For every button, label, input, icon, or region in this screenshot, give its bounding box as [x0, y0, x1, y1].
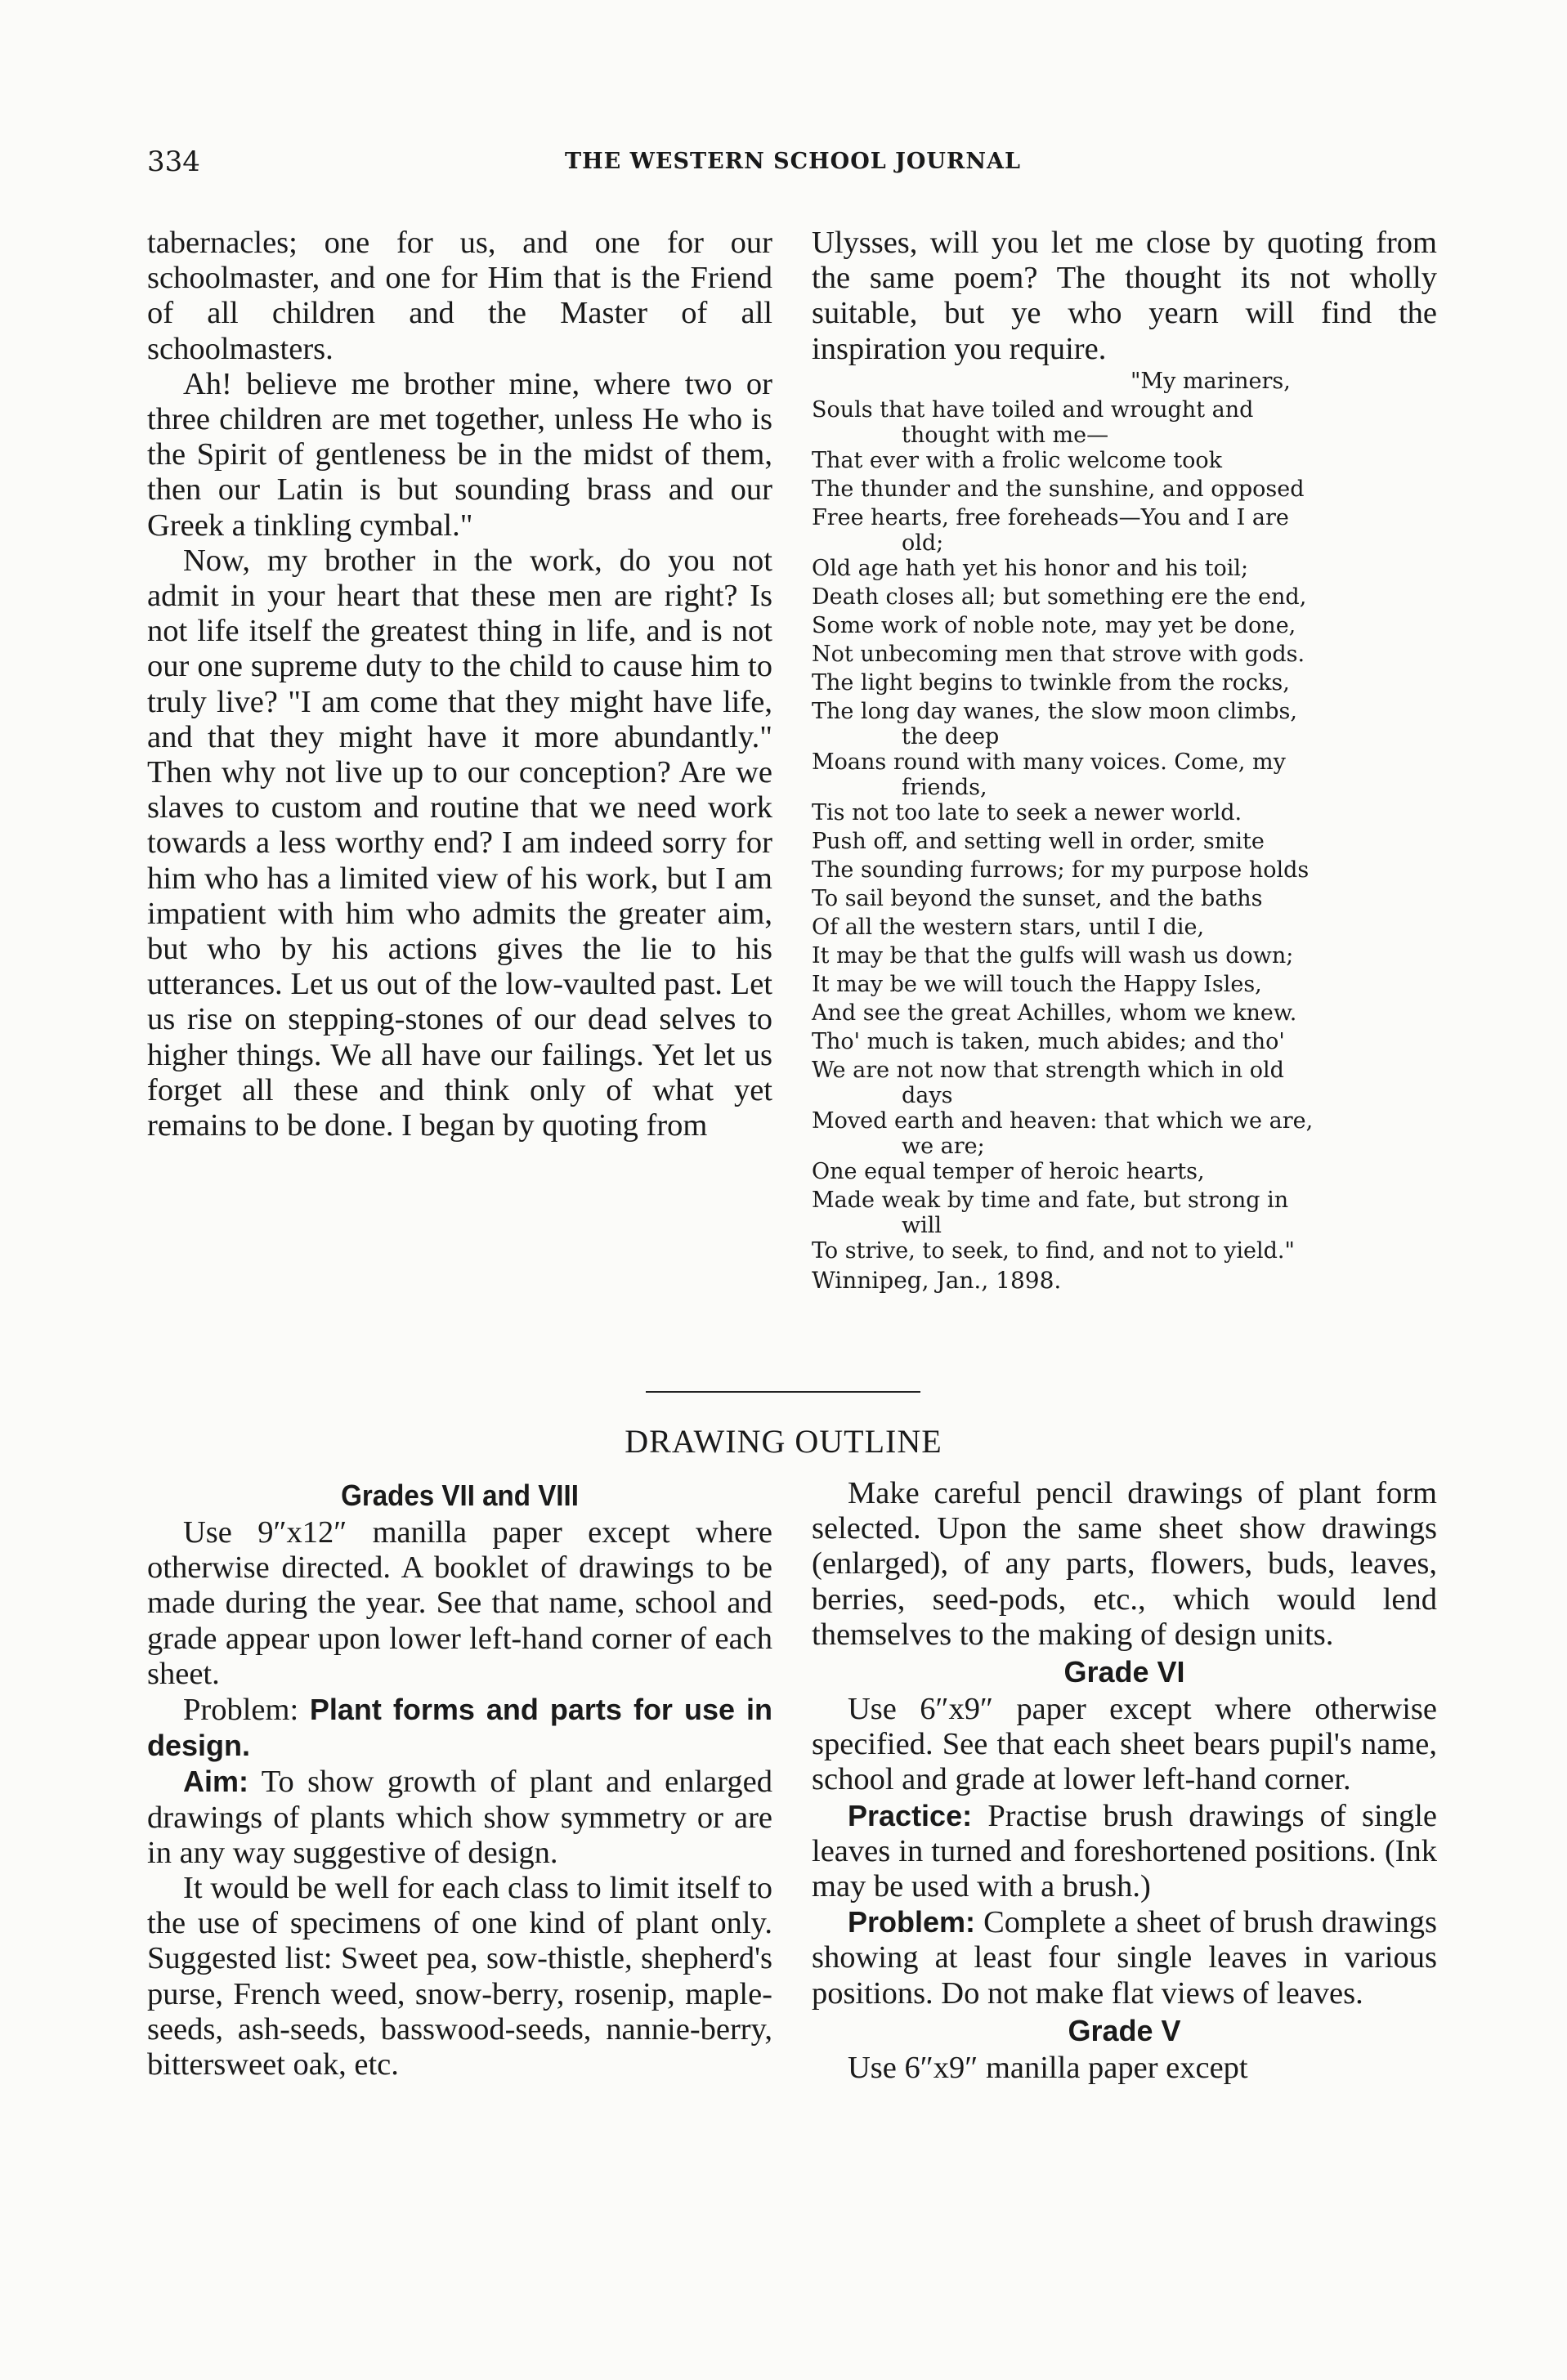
poem-line: One equal temper of heroic hearts, [812, 1158, 1205, 1184]
section-divider [646, 1391, 920, 1393]
page-header [147, 145, 1439, 186]
poem-line: Old age hath yet his honor and his toil; [812, 555, 1249, 581]
poem-line: old; [902, 530, 944, 556]
poem-line: The sounding furrows; for my purpose holds [812, 857, 1310, 883]
poem-line: To strive, to seek, to find, and not to yield." [812, 1237, 1295, 1264]
poem-line: Moved earth and heaven: that which we are, [812, 1107, 1314, 1134]
aim-label: Aim: [183, 1765, 248, 1799]
paragraph [812, 1904, 1437, 2011]
poem-line: Free hearts, free foreheads—You and I are [812, 504, 1289, 530]
paragraph: Ulysses, will you let me close by quoting from the same poem? The thought its not wholly suitable, but ye who yearn will find the inspiration you require. [812, 226, 1437, 366]
poem-line: That ever with a frolic welcome took [812, 447, 1222, 473]
grade-heading: Grade V [1068, 2013, 1181, 2047]
page-number: 334 [147, 145, 200, 178]
journal-title: THE WESTERN SCHOOL JOURNAL [565, 149, 1021, 174]
problem-label: Problem: [183, 1693, 299, 1728]
poem-line: It may be we will touch the Happy Isles, [812, 971, 1262, 997]
poem-line: The long day wanes, the slow moon climbs, [812, 698, 1297, 724]
problem-text: Plant forms and parts for use in design. [147, 1693, 772, 1763]
poem-line: the deep [902, 723, 1000, 749]
column-2 [812, 226, 1437, 1296]
poem-line: Moans round with many voices. Come, my [812, 749, 1286, 775]
poem-line: Of all the western stars, until I die, [812, 914, 1205, 940]
poem-line: will [902, 1212, 942, 1238]
grade-heading: Grades VII and VIII [341, 1479, 579, 1512]
poem-line: Push off, and setting well in order, smite [812, 828, 1265, 854]
poem-line: Tis not too late to seek a newer world. [812, 799, 1242, 825]
paragraph: Now, my brother in the work, do you not admit in your heart that these men are right? Is not life itself the greatest thing in life, and is not our one supreme duty to the child to cause him to truly live? "I am come that they might have life, and that they might have it more abundantly." Then why not live up to our conception? Are we slaves to custom and routine that we need work towards a less worthy end? I am indeed sorry for him who has a limited view of his work, but I am impatient with him who admits the greater aim, but who by his actions gives the lie to his utterances. Let us out of the low-vaulted past. Let us rise on stepping-stones of our dead selves to higher things. We all have our failings. Yet let us forget all these and think only of what yet remains to be done. I began by quoting from [147, 543, 772, 1143]
signature: Winnipeg, Jan., 1898. [812, 1266, 1062, 1294]
poem-line: It may be that the gulfs will wash us down; [812, 942, 1294, 969]
poem-line: And see the great Achilles, whom we knew. [812, 1000, 1297, 1026]
poem-line: The thunder and the sunshine, and opposed [812, 476, 1305, 502]
poem-line: Some work of noble note, may yet be done, [812, 612, 1296, 638]
poem-line: Tho' much is taken, much abides; and tho' [812, 1028, 1285, 1054]
practice-text: Practise brush drawings of single leaves in turned and foreshortened positions. (Ink may be used with a brush.) [812, 1798, 1437, 1904]
aim-text: To show growth of plant and enlarged drawings of plants which show symmetry or are in any way suggestive of design. [147, 1765, 772, 1870]
column-4 [812, 1476, 1437, 2086]
poem-line: days [902, 1082, 953, 1108]
paragraph: tabernacles; one for us, and one for our schoolmaster, and one for Him that is the Friend of all children and the Master of all schoolmasters. [147, 226, 772, 366]
poem-line: "My mariners, [1130, 368, 1291, 394]
poem-line: Souls that have toiled and wrought and [812, 396, 1254, 423]
problem-label: Problem: [848, 1905, 976, 1939]
poem-line: Death closes all; but something ere the end, [812, 584, 1307, 610]
poem-line: Made weak by time and fate, but strong in [812, 1187, 1289, 1213]
section-title: DRAWING OUTLINE [625, 1423, 942, 1460]
paragraph: Make careful pencil drawings of plant form selected. Upon the same sheet show drawings (enlarged), of any parts, flowers, buds, leaves, berries, seed-pods, etc., which would lend themselves to the making of design units. [812, 1476, 1437, 1652]
paragraph [812, 1798, 1437, 1905]
column-1 [147, 226, 772, 1143]
poem-line: we are; [902, 1133, 985, 1159]
paragraph: Ah! believe me brother mine, where two or three children are met together, unless He who is the Spirit of gentleness be in the midst of them, then our Latin is but sounding brass and our Greek a tinkling cymbal." [147, 366, 772, 543]
poem-line: To sail beyond the sunset, and the baths [812, 885, 1263, 911]
paragraph [147, 1692, 772, 1764]
paragraph: Use 6″x9″ paper except where otherwise specified. See that each sheet bears pupil's name, school and grade at lower left-hand corner. [812, 1692, 1437, 1797]
problem-text: Complete a sheet of brush drawings showing at least four single leaves in various positions. Do not make flat views of leaves. [812, 1905, 1438, 2011]
column-3 [147, 1476, 772, 2082]
poem-line: We are not now that strength which in old [812, 1057, 1284, 1083]
grade-heading: Grade VI [1063, 1655, 1185, 1689]
paragraph: Use 6″x9″ manilla paper except [848, 2050, 1248, 2085]
poem-line: thought with me— [902, 422, 1109, 448]
paragraph: It would be well for each class to limit itself to the use of specimens of one kind of plant only. Suggested list: Sweet pea, sow-thistle, shepherd's purse, French weed, snow-berry, rosenip, maple-seeds, ash-seeds, basswood-seeds, nannie-berry, bittersweet oak, etc. [147, 1871, 772, 2082]
paragraph [147, 1764, 772, 1871]
poem-line: Not unbecoming men that strove with gods. [812, 641, 1305, 667]
practice-label: Practice: [848, 1798, 973, 1832]
poem [812, 367, 1437, 1265]
paragraph: Use 9″x12″ manilla paper except where otherwise directed. A booklet of drawings to be made during the year. See that name, school and grade appear upon lower left-hand corner of each sheet. [147, 1515, 772, 1691]
poem-line: friends, [902, 774, 987, 800]
poem-line: The light begins to twinkle from the rocks, [812, 669, 1290, 696]
